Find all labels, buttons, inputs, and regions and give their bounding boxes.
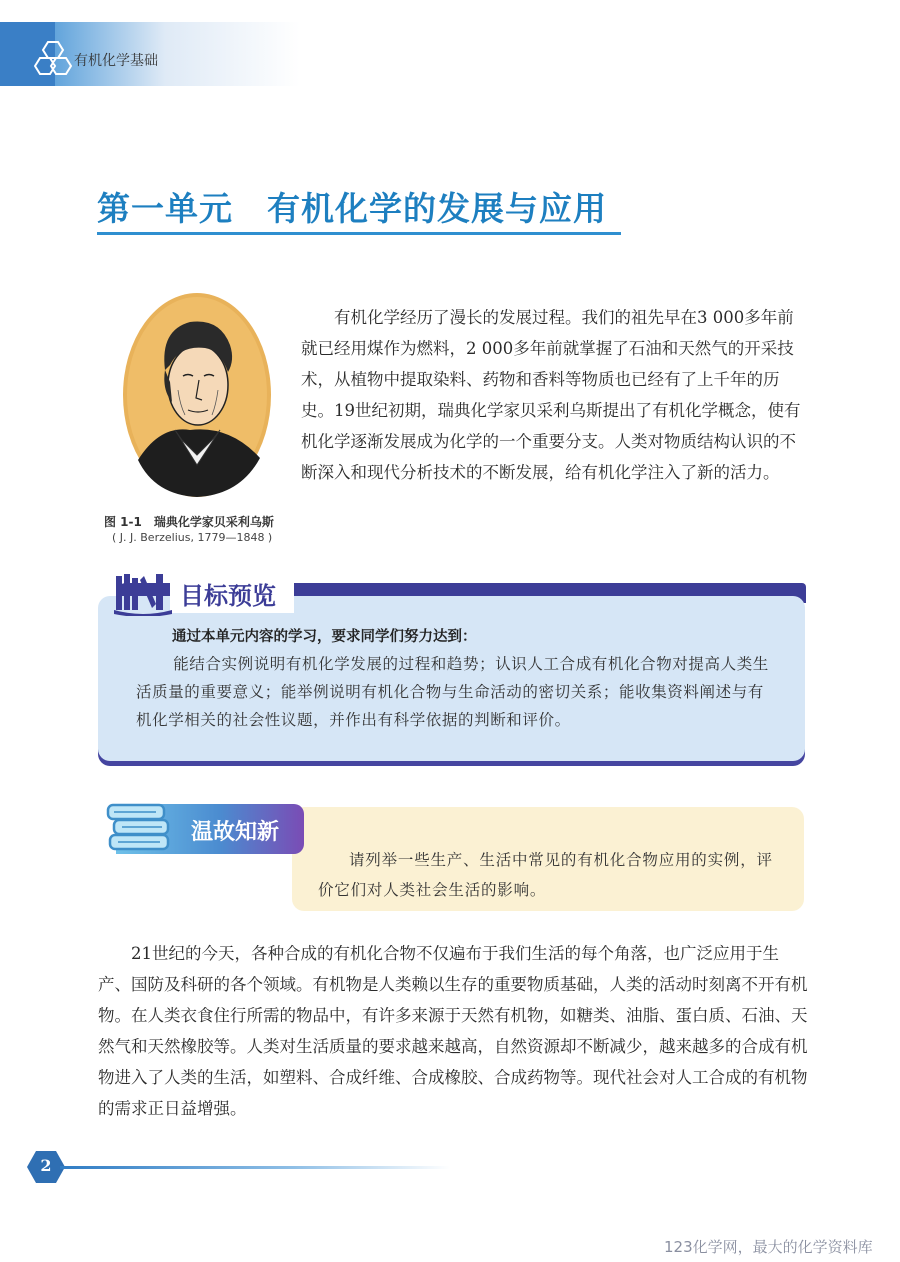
open-book-icon [112, 570, 174, 616]
chapter-title: 第一单元 有机化学的发展与应用 [97, 189, 607, 228]
book-stack-icon [104, 797, 176, 855]
goals-text: 能结合实例说明有机化学发展的过程和趋势；认识人工合成有机化合物对提高人类生活质量的重要意义；能举例说明有机化合物与生命活动的密切关系；能收集资料阐述与有机化学相关的社会性议题，并作出有科学依据的判断和评价。 [136, 655, 769, 729]
figure-caption: 图 1-1 瑞典化学家贝采利乌斯 [104, 515, 274, 529]
review-title: 温故知新 [191, 820, 280, 845]
watermark-text: 123化学网，最大的化学资料库 [664, 1238, 873, 1256]
running-title: 有机化学基础 [74, 53, 158, 69]
goals-title: 目标预览 [180, 582, 276, 610]
main-paragraph: 21世纪的今天，各种合成的有机化合物不仅遍布于我们生活的每个角落，也广泛应用于生产、国防及科研的各个领域。有机物是人类赖以生存的重要物质基础，人类的活动时刻离不开有机物。在人类衣食住行所需的物品中，有许多来源于天然有机物，如糖类、油脂、蛋白质、石油、天然气和天然橡胶等。人类对生活质量的要求越来越高，自然资源却不断减少，越来越多的合成有机物进入了人类的生活，如塑料、合成纤维、合成橡胶、合成药物等。现代社会对人工合成的有机物的需求正日益增强。 [98, 944, 808, 1118]
page-number: 2 [40, 1156, 52, 1175]
berzelius-portrait-image [120, 290, 275, 500]
figure-caption-sub: ( J. J. Berzelius, 1779—1848 ) [112, 531, 273, 544]
title-underline [97, 232, 621, 235]
intro-paragraph: 有机化学经历了漫长的发展过程。我们的祖先早在3 000多年前就已经用煤作为燃料，2 000多年前就掌握了石油和天然气的开采技术，从植物中提取染料、药物和香料等物质也已经有了上千年的历史。19世纪初期，瑞典化学家贝采利乌斯提出了有机化学概念，使有机化学逐渐发展成为化学的一个重要分支。人类对物质结构认识的不断深入和现代分析技术的不断发展，给有机化学注入了新的活力。 [301, 308, 801, 482]
review-text: 请列举一些生产、生活中常见的有机化合物应用的实例，评价它们对人类社会生活的影响。 [318, 851, 773, 899]
footer-rule [60, 1166, 450, 1169]
hexagon-logo-icon [34, 40, 74, 84]
goals-lead: 通过本单元内容的学习，要求同学们努力达到： [172, 629, 477, 645]
